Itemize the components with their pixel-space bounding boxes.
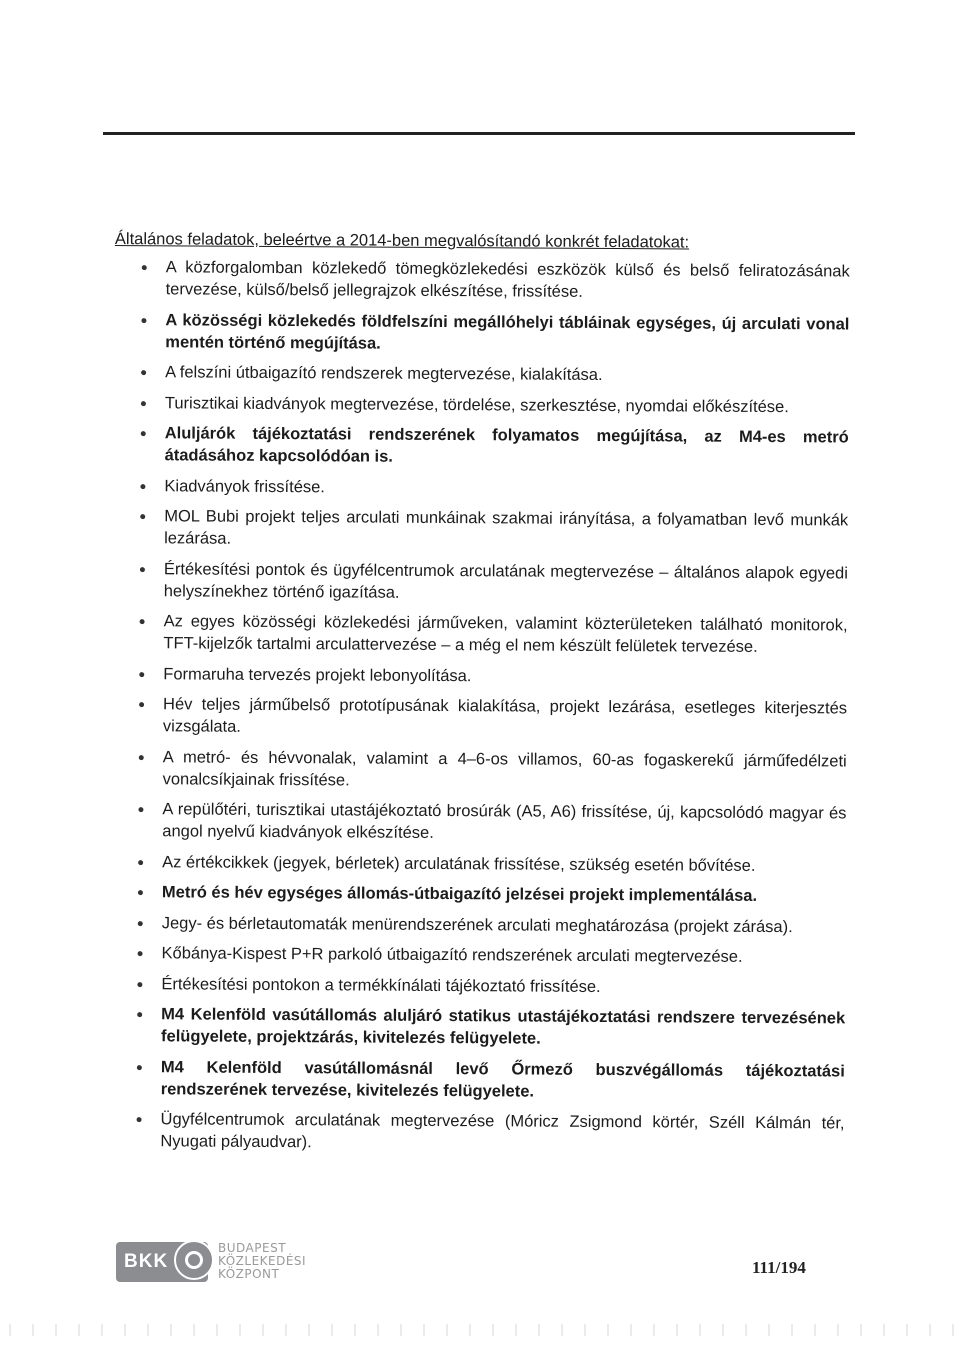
bullet-icon — [137, 1065, 142, 1070]
document-body — [109, 228, 850, 1165]
task-list-item — [115, 256, 850, 304]
task-text: Értékesítési pontokon a termékkínálati tájékoztató frissítése. — [161, 974, 601, 996]
task-list-item — [111, 911, 846, 937]
task-text: Hév teljes járműbelső prototípusának kialakítása, projekt lezárása, esetleges kiterjesztés vizsgálata. — [162, 695, 848, 736]
task-list-item — [110, 972, 845, 998]
bullet-icon — [138, 921, 143, 926]
task-text: Értékesítési pontok és ügyfélcentrumok arculatának megtervezése – általános alapok egyedi helyszínekhez történő igazítása. — [163, 559, 848, 602]
task-text: A felszíni útbaigazító rendszerek megtervezése, kialakítása. — [165, 363, 603, 384]
page-number: 111/194 — [752, 1258, 806, 1277]
section-heading: Általános feladatok, beleértve a 2014-ben megvalósítandó konkrét feladatokat: — [114, 229, 690, 252]
task-text: Aluljárók tájékoztatási rendszerének folyamatos megújítása, az M4-es metró átadásához kapcsolódóan is. — [164, 424, 849, 466]
bullet-icon — [140, 567, 145, 572]
bullet-icon — [138, 807, 143, 812]
org-line: KÖZPONT — [218, 1267, 280, 1281]
bullet-icon — [139, 672, 144, 677]
task-list-item — [110, 1003, 845, 1051]
task-text: A közforgalomban közlekedő tömegközlekedési eszközök külső és belső feliratozásának tervezése, külső/belső jellegrajzok elkészítése, frissítése. — [165, 258, 850, 301]
scan-artifact — [0, 1324, 960, 1336]
task-list-item — [109, 1108, 844, 1156]
task-list-item — [113, 505, 848, 553]
task-list-item — [113, 557, 848, 605]
task-text: Turisztikai kiadványok megtervezése, tördelése, szerkesztése, nyomdai előkészítése. — [164, 393, 789, 416]
task-text: Kiadványok frissítése. — [164, 476, 325, 496]
bullet-icon — [137, 982, 142, 987]
task-list-item — [114, 308, 849, 356]
bullet-icon — [140, 514, 145, 519]
bullet-icon — [141, 370, 146, 375]
task-list-item — [113, 474, 848, 500]
task-list-item — [111, 881, 846, 907]
bullet-icon — [138, 890, 143, 895]
task-list-item — [112, 745, 847, 793]
task-text: Kőbánya-Kispest P+R parkoló útbaigazító rendszerének arculati megtervezése. — [161, 944, 743, 966]
task-list-item — [112, 693, 847, 741]
task-text: Formaruha tervezés projekt lebonyolítása. — [163, 664, 472, 685]
task-text: MOL Bubi projekt teljes arculati munkáinak szakmai irányítása, a folyamatban levő munkák lezárása. — [164, 507, 849, 548]
task-text: A közösségi közlekedés földfelszíni megállóhelyi tábláinak egységes, új arculati vonal mentén történő megújítása. — [165, 310, 850, 353]
bullet-icon — [141, 318, 146, 323]
header-rule — [103, 132, 855, 135]
task-text: A repülőtéri, turisztikai utastájékoztató brosúrák (A5, A6) frissítése, új, kapcsolódó magyar és angol nyelvű kiadványok elkészítése. — [162, 800, 847, 842]
bullet-icon — [141, 431, 146, 436]
task-list-item — [111, 850, 846, 876]
task-text: M4 Kelenföld vasútállomás aluljáró statikus utastájékoztatási rendszere tervezésének felügyelete, projektzárás, kivitelezés felügyelete. — [161, 1005, 846, 1048]
org-line: KÖZLEKEDÉSI — [218, 1254, 307, 1268]
task-text: Az egyes közösségi közlekedési járműveken, valamint közterületeken található monitorok, TFT-kijelzők tartalmi arculattervezése – a még el nem készült felületek tervezése. — [163, 612, 848, 656]
task-text: A metró- és hévvonalak, valamint a 4–6-os villamos, 60-as fogaskerekű járműfedélzeti vonalcsíkjainak frissítése. — [162, 747, 847, 789]
task-list-item — [111, 798, 846, 846]
task-text: Jegy- és bérletautomaták menürendszerének arculati meghatározása (projekt zárása). — [161, 913, 793, 936]
task-text: M4 Kelenföld vasútállomásnál levő Őrmező buszvégállomás tájékoztatási rendszerének tervezése, kivitelezés felügyelete. — [160, 1057, 845, 1101]
bullet-icon — [142, 265, 147, 270]
bullet-icon — [141, 401, 146, 406]
task-list-item — [114, 391, 849, 417]
task-list-item — [114, 361, 849, 387]
bullet-icon — [139, 755, 144, 760]
organization-name — [218, 1242, 306, 1281]
bullet-icon — [137, 1117, 142, 1122]
task-list — [109, 256, 849, 1156]
bkk-logo-text: BKK — [124, 1251, 169, 1272]
task-list-item — [114, 422, 849, 470]
task-text: Az értékcikkek (jegyek, bérletek) arculatának frissítése, szükség esetén bővítése. — [162, 852, 756, 875]
bkk-circle-icon — [174, 1240, 214, 1280]
task-list-item — [110, 1055, 845, 1103]
task-list-item — [111, 942, 846, 968]
bullet-icon — [138, 860, 143, 865]
bkk-logo — [116, 1242, 208, 1282]
bullet-icon — [139, 702, 144, 707]
bullet-icon — [140, 619, 145, 624]
bullet-icon — [137, 1012, 142, 1017]
org-line: BUDAPEST — [218, 1241, 287, 1255]
task-text: Ügyfélcentrumok arculatának megtervezése (Móricz Zsigmond körtér, Széll Kálmán tér, Nyugati pályaudvar). — [160, 1110, 845, 1152]
task-list-item — [112, 610, 847, 658]
task-list-item — [112, 662, 847, 688]
bullet-icon — [140, 484, 145, 489]
bullet-icon — [138, 951, 143, 956]
task-text: Metró és hév egységes állomás-útbaigazító jelzései projekt implementálása. — [161, 883, 758, 905]
